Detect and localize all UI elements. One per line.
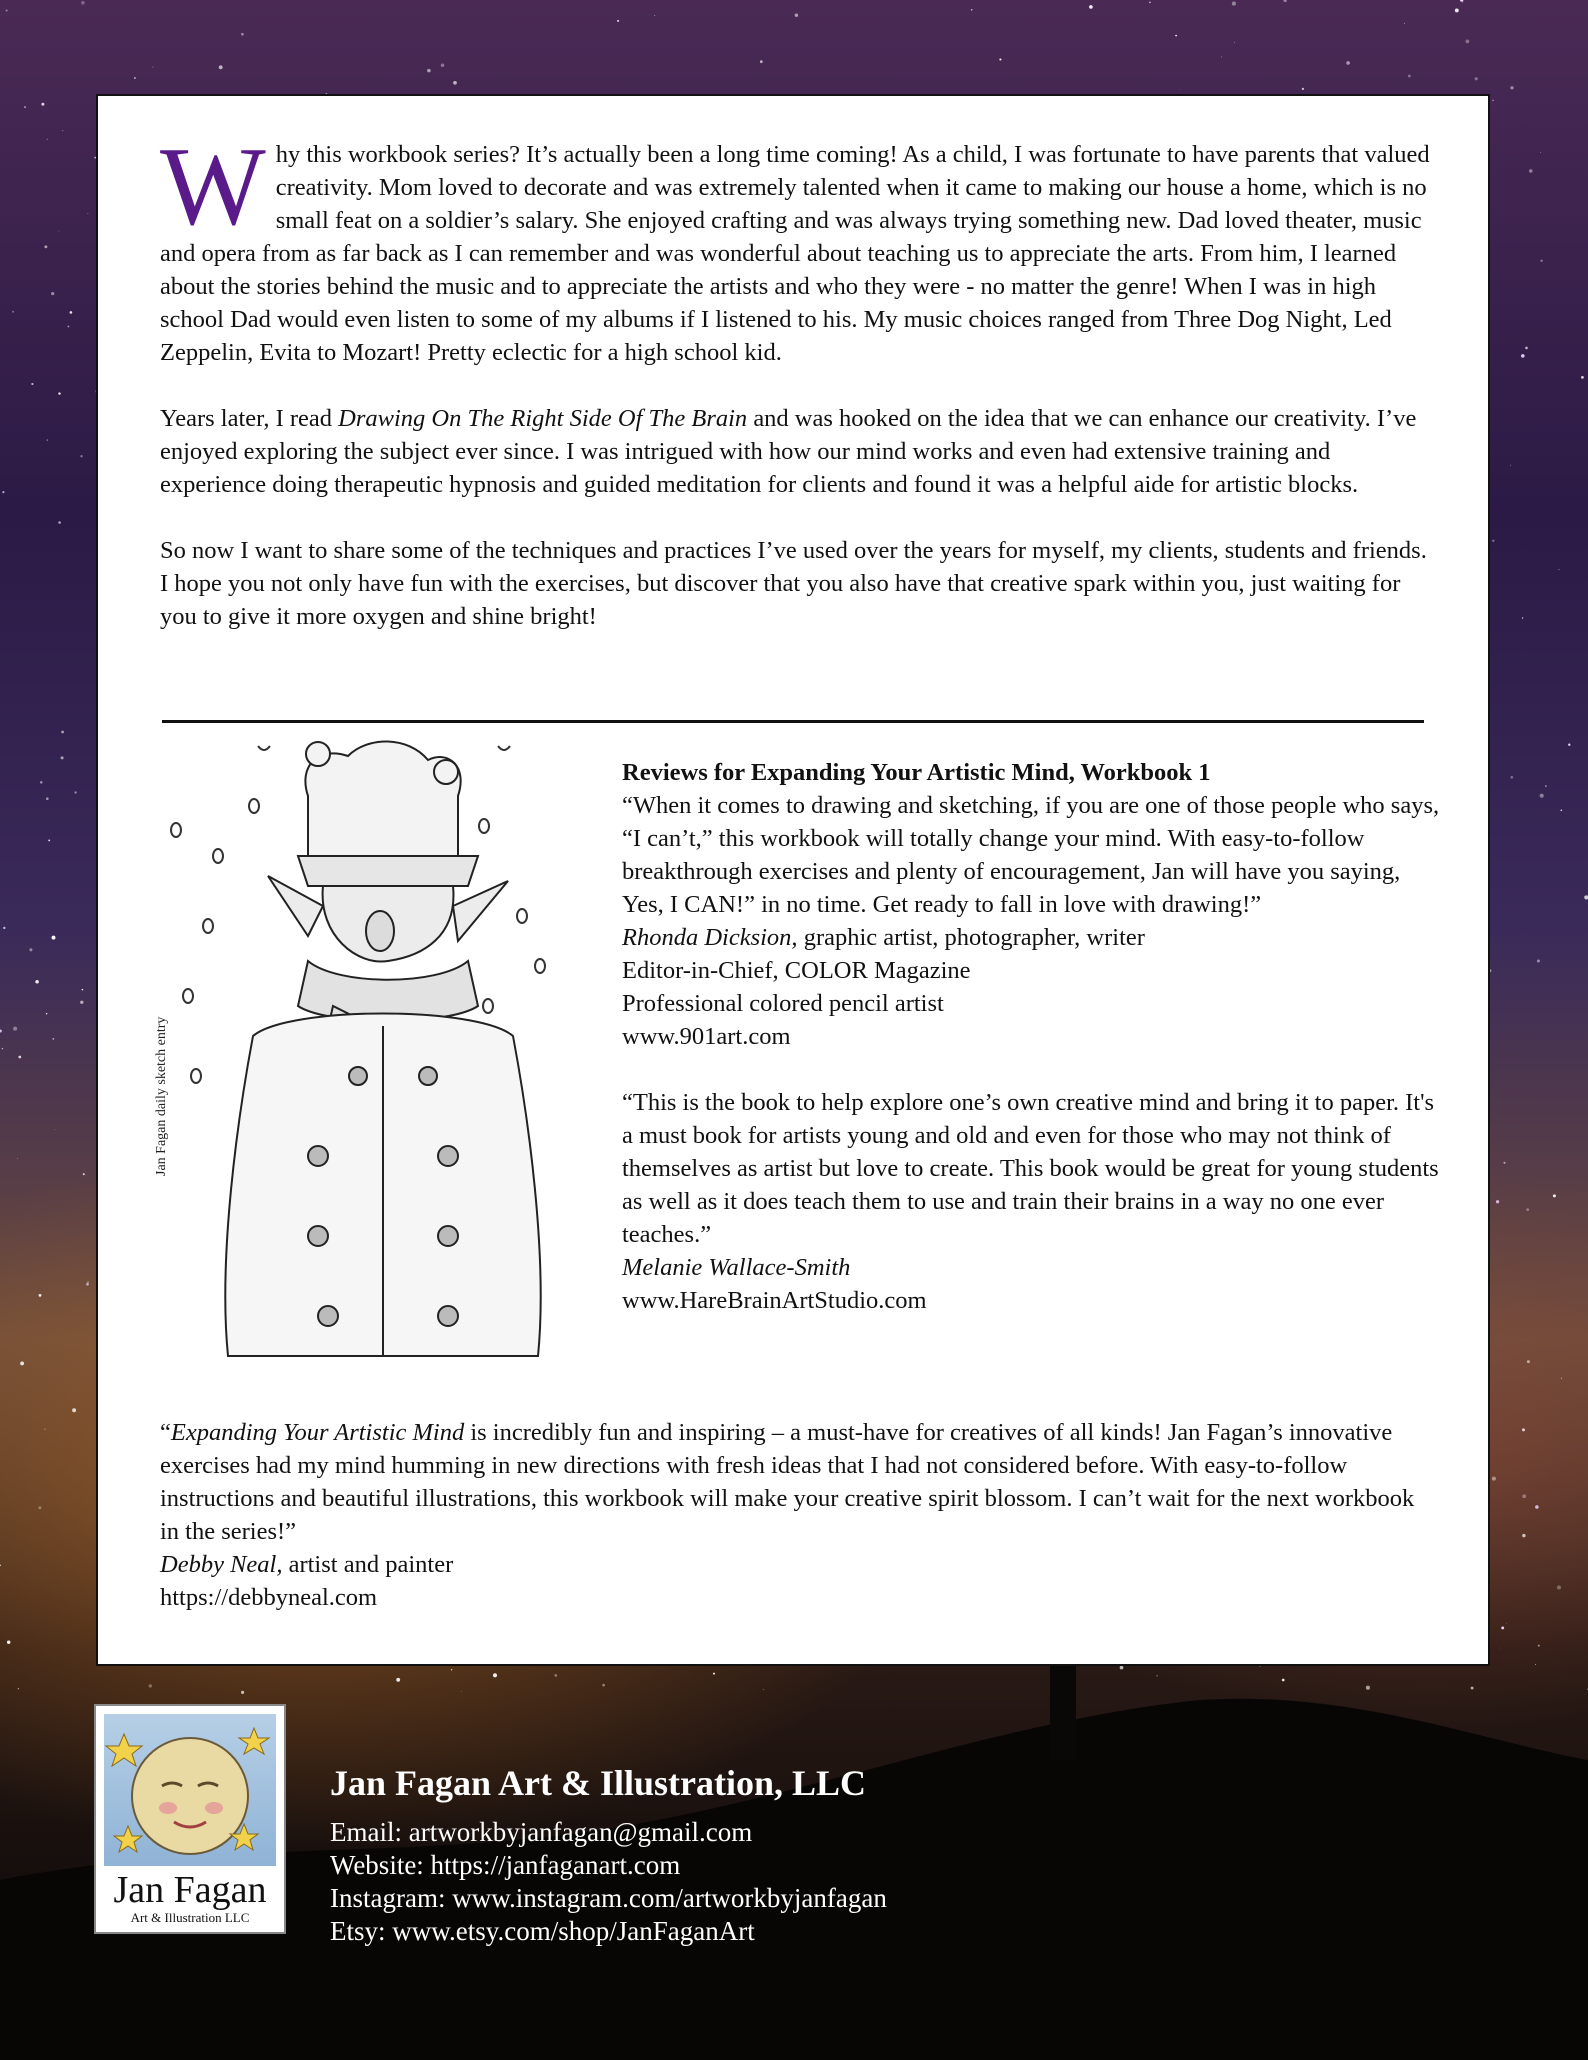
star	[219, 65, 223, 69]
sketch-caption: Jan Fagan daily sketch entry	[154, 1016, 169, 1176]
star	[44, 245, 47, 248]
star	[1302, 88, 1304, 90]
content-panel	[96, 94, 1490, 1666]
star	[1496, 1200, 1499, 1203]
star	[86, 1283, 89, 1286]
star	[1584, 895, 1588, 899]
star	[62, 130, 63, 131]
star	[134, 77, 136, 79]
star	[46, 797, 49, 800]
star	[2, 491, 4, 493]
contact-footer	[330, 1762, 1430, 1948]
star	[1525, 347, 1528, 350]
star	[1180, 89, 1181, 90]
review-attribution	[622, 921, 1442, 954]
star	[52, 936, 56, 940]
intro-paragraph-1	[160, 125, 1436, 369]
star	[1522, 1534, 1525, 1537]
reviewer-name: Rhonda Dicksion,	[622, 924, 798, 951]
star	[45, 1429, 46, 1430]
reviews-section	[622, 756, 1442, 1350]
reviewer-title: Editor-in-Chief, COLOR Magazine	[622, 957, 971, 984]
star	[81, 1, 85, 5]
contact-instagram[interactable]: Instagram: www.instagram.com/artworkbyjanfagan	[330, 1883, 887, 1913]
star	[88, 213, 89, 214]
star	[54, 1129, 55, 1130]
book-title: Expanding Your Artistic Mind	[170, 1419, 465, 1446]
section-divider	[162, 720, 1424, 723]
star	[1404, 23, 1405, 24]
star	[1492, 540, 1494, 542]
star	[82, 989, 84, 991]
star	[12, 311, 14, 313]
star	[61, 756, 64, 759]
star	[795, 13, 798, 16]
star	[80, 1001, 83, 1004]
star	[40, 781, 42, 783]
star	[1561, 810, 1563, 812]
intro-paragraph-2-pre: Years later, I read	[160, 405, 339, 432]
star	[41, 103, 44, 106]
star	[1522, 1428, 1525, 1431]
star	[39, 1294, 42, 1297]
reviewer-website[interactable]: www.HareBrainArtStudio.com	[622, 1287, 927, 1314]
star	[3, 927, 5, 929]
star	[760, 60, 763, 63]
star	[87, 1281, 89, 1283]
reviewer-name: Debby Neal,	[160, 1551, 283, 1578]
star	[80, 455, 82, 457]
reviewer-role: graphic artist, photographer, writer	[797, 924, 1145, 951]
star	[1522, 617, 1523, 618]
star	[1221, 56, 1222, 57]
star	[1526, 1208, 1529, 1211]
star	[1408, 75, 1411, 78]
star	[1568, 744, 1570, 746]
star	[51, 292, 54, 295]
star	[47, 139, 48, 140]
contact-etsy[interactable]: Etsy: www.etsy.com/shop/JanFaganArt	[330, 1916, 755, 1946]
star	[75, 791, 77, 793]
star	[1462, 2, 1463, 3]
reviewer-name: Melanie Wallace-Smith	[622, 1254, 851, 1281]
contact-email[interactable]: Email: artworkbyjanfagan@gmail.com	[330, 1817, 753, 1847]
star	[971, 9, 973, 11]
star	[1581, 376, 1584, 379]
star	[0, 1564, 1, 1566]
review-rhonda	[622, 789, 1442, 1053]
star	[1540, 152, 1541, 153]
reviewer-role: artist and painter	[282, 1551, 454, 1578]
reviewer-website[interactable]: https://debbyneal.com	[160, 1584, 378, 1611]
star	[1559, 569, 1560, 570]
star	[68, 326, 70, 328]
star	[29, 948, 32, 951]
logo-name: Jan Fagan	[113, 1869, 267, 1911]
moon-logo-art	[104, 1714, 276, 1866]
elf-sketch-illustration	[158, 736, 586, 1380]
star	[1466, 40, 1470, 44]
star	[617, 20, 619, 22]
star	[1561, 1378, 1562, 1379]
intro-paragraph-2-post: and was hooked on the idea that we can enhance our creativity. I’ve enjoyed exploring the subject ever since. I was intrigued with how our mind works and even had extensive training and experience doing therapeutic hypnosis and guided meditation for clients and found it was a helpful aide for artistic blocks.	[160, 405, 1417, 498]
star	[1510, 465, 1511, 466]
star	[38, 1506, 41, 1509]
star	[58, 521, 61, 524]
star	[1460, 0, 1463, 2]
star	[6, 9, 8, 11]
star	[31, 383, 33, 385]
star	[24, 106, 26, 108]
star	[1283, 0, 1286, 2]
review-quote: “When it comes to drawing and sketching, if you are one of those people who says, “I can’t,” this workbook will totally change your mind. With easy-to-follow breakthrough exercises and plenty of encouragement, Jan will have you saying, Yes, I CAN!” in no time. Get ready to fall in love with drawing!”	[622, 792, 1440, 918]
star	[1537, 959, 1540, 962]
intro-paragraph-3-text: So now I want to share some of the techniques and practices I’ve used over the years for myself, my clients, students and friends. I hope you not only have fun with the exercises, but discover that you also have that creative spark within you, just waiting for you to give it more oxygen and shine bright!	[160, 537, 1427, 630]
book-title-reference: Drawing On The Right Side Of The Brain	[338, 405, 748, 432]
review-quote-text: is incredibly fun and inspiring – a must-have for creatives of all kinds! Jan Fagan’s innovative exercises had my mind humming in new directions with fresh ideas that I had not considered before. With easy-to-follow instructions and beautiful illustrations, this workbook will make your creative spirit blossom. I can’t wait for the next workbook in the series!”	[160, 1419, 1415, 1545]
review-quote	[160, 1416, 1436, 1548]
star	[1522, 1494, 1526, 1498]
star	[1346, 61, 1350, 65]
star	[2, 1048, 3, 1049]
intro-paragraph-3	[160, 534, 1436, 633]
star	[0, 1030, 2, 1033]
reviewer-detail: Professional colored pencil artist	[622, 990, 944, 1017]
star	[1535, 1505, 1539, 1509]
reviewer-website[interactable]: www.901art.com	[622, 1023, 791, 1050]
star	[58, 231, 59, 232]
reviews-heading: Reviews for Expanding Your Artistic Mind, Workbook 1	[622, 759, 1211, 786]
logo-subtitle: Art & Illustration LLC	[130, 1910, 250, 1925]
star	[453, 81, 457, 85]
star	[70, 311, 73, 314]
star	[1475, 77, 1478, 80]
star	[17, 1158, 18, 1159]
star	[47, 439, 48, 440]
star	[35, 980, 39, 984]
star	[1510, 776, 1513, 779]
star	[441, 64, 445, 68]
star	[1492, 100, 1493, 101]
star	[241, 33, 244, 36]
review-attribution	[160, 1548, 1436, 1581]
star	[1175, 35, 1177, 37]
review-melanie	[622, 1086, 1442, 1317]
star	[20, 1361, 24, 1365]
star	[53, 1038, 55, 1040]
intro-paragraph-2	[160, 402, 1436, 501]
star	[1503, 1162, 1505, 1164]
star	[1521, 354, 1525, 358]
star	[1455, 8, 1459, 12]
star	[1545, 785, 1547, 787]
star	[1527, 1360, 1530, 1363]
star	[654, 15, 655, 16]
star	[48, 839, 50, 841]
star	[1089, 5, 1093, 9]
intro-paragraph-1-text: hy this workbook series? It’s actually been a long time coming! As a child, I was fortunate to have parents that valued creativity. Mom loved to decorate and was extremely talented when it came to making our house a home, which is no small feat on a soldier’s salary. She enjoyed crafting and was always trying something new. Dad loved theater, music and opera from as far back as I can remember and was wonderful about teaching us to appreciate the arts. From him, I learned about the stories behind the music and to appreciate the artists and who they were - no matter the genre! When I was in high school Dad would even listen to some of my albums if I listened to his. My music choices ranged from Three Dog Night, Led Zeppelin, Evita to Mozart! Pretty eclectic for a high school kid.	[160, 141, 1430, 366]
star	[18, 1056, 21, 1059]
star	[1232, 2, 1236, 6]
star	[58, 392, 60, 394]
star	[83, 1173, 85, 1175]
star	[61, 731, 64, 734]
star	[1149, 1, 1151, 3]
intro-text	[160, 125, 1436, 666]
quote-open: “	[160, 1419, 171, 1446]
contact-website[interactable]: Website: https://janfaganart.com	[330, 1850, 681, 1880]
star	[46, 1013, 47, 1014]
star	[1492, 1477, 1496, 1481]
star	[1529, 169, 1532, 172]
review-quote: “This is the book to help explore one’s own creative mind and bring it to paper. It's a must book for artists young and old and even for those who may not think of themselves as artist but love to create. This book would be great for young students as well as it does teach them to use and train their brains in a way no one ever teaches.”	[622, 1089, 1439, 1248]
star	[999, 58, 1001, 60]
star	[72, 1408, 76, 1412]
star	[1234, 42, 1235, 43]
star	[1540, 794, 1544, 798]
brand-logo	[94, 1704, 286, 1934]
star	[152, 67, 153, 68]
drop-cap: W	[160, 125, 266, 249]
star	[1540, 260, 1542, 262]
company-name: Jan Fagan Art & Illustration, LLC	[330, 1763, 867, 1803]
review-debby	[160, 1416, 1436, 1614]
star	[13, 1027, 17, 1031]
star	[427, 69, 431, 73]
star	[1553, 1194, 1556, 1197]
star	[1510, 86, 1513, 89]
